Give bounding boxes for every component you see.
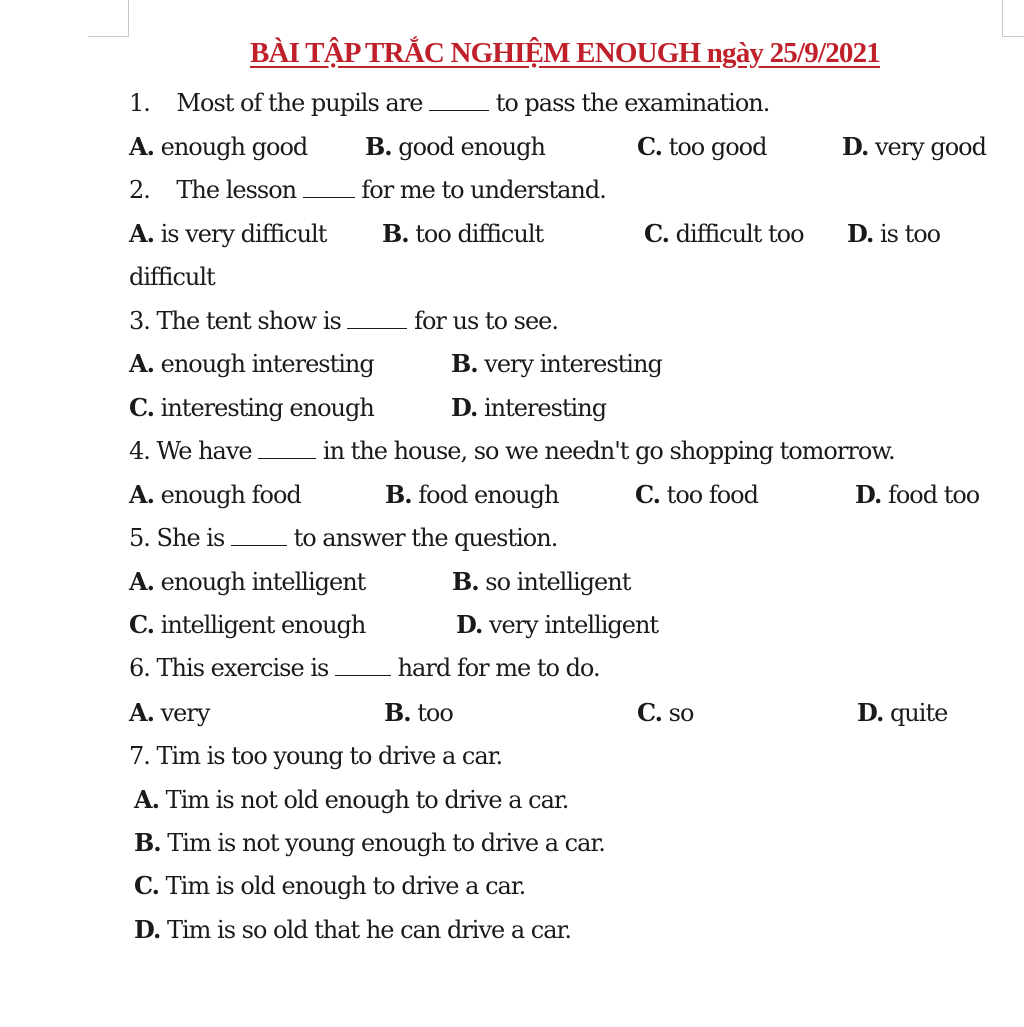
option-4d[interactable]: D. food too <box>855 480 980 509</box>
question-text: for me to understand. <box>361 176 606 204</box>
question-text: to answer the question. <box>293 524 558 552</box>
question-6 <box>129 654 600 682</box>
question-text: Tim is too young to drive a car. <box>156 742 503 770</box>
option-2c[interactable]: C. difficult too <box>644 219 804 248</box>
question-text: to pass the examination. <box>495 89 770 117</box>
option-4b[interactable]: B. food enough <box>385 480 559 509</box>
option-1c[interactable]: C. too good <box>637 132 767 161</box>
answer-blank[interactable] <box>335 655 391 676</box>
worksheet-title: BÀI TẬP TRẮC NGHIỆM ENOUGH ngày 25/9/2021 <box>250 37 880 69</box>
question-text: hard for me to do. <box>397 654 600 682</box>
question-text: for us to see. <box>414 307 559 335</box>
question-text: The lesson <box>176 176 297 204</box>
option-3d[interactable]: D. interesting <box>451 393 607 422</box>
option-1b[interactable]: B. good enough <box>365 132 545 161</box>
question-text: Most of the pupils are <box>176 89 423 117</box>
option-1a[interactable]: A. enough good <box>129 132 308 161</box>
option-5a[interactable]: A. enough intelligent <box>129 567 366 596</box>
question-text: She is <box>156 524 225 552</box>
option-2d-continuation: difficult <box>129 263 215 291</box>
question-1 <box>129 89 769 117</box>
option-2d[interactable]: D. is too <box>847 219 941 248</box>
question-number: 5. <box>129 524 150 552</box>
option-7d[interactable]: D. Tim is so old that he can drive a car. <box>134 915 572 944</box>
answer-blank[interactable] <box>258 438 316 459</box>
question-number: 7. <box>129 742 150 770</box>
question-number: 1. <box>129 89 150 117</box>
question-3 <box>129 307 558 335</box>
option-6d[interactable]: D. quite <box>857 698 948 727</box>
question-text: We have <box>156 437 252 465</box>
question-7 <box>129 742 502 770</box>
option-6a[interactable]: A. very <box>129 698 210 727</box>
option-5c[interactable]: C. intelligent enough <box>129 610 366 639</box>
option-7a[interactable]: A. Tim is not old enough to drive a car. <box>134 785 569 814</box>
question-number: 3. <box>129 307 150 335</box>
option-3b[interactable]: B. very interesting <box>451 349 662 378</box>
option-5b[interactable]: B. so intelligent <box>452 567 631 596</box>
option-3c[interactable]: C. interesting enough <box>129 393 374 422</box>
option-2b[interactable]: B. too difficult <box>382 219 544 248</box>
question-5 <box>129 524 557 552</box>
option-6b[interactable]: B. too <box>384 698 453 727</box>
question-2 <box>129 176 606 204</box>
question-text: This exercise is <box>156 654 329 682</box>
option-5d[interactable]: D. very intelligent <box>456 610 659 639</box>
question-text: in the house, so we needn't go shopping tomorrow. <box>322 437 895 465</box>
page-corner-mark-right <box>1002 0 1024 37</box>
question-number: 6. <box>129 654 150 682</box>
option-7c[interactable]: C. Tim is old enough to drive a car. <box>134 871 526 900</box>
option-4a[interactable]: A. enough food <box>129 480 301 509</box>
question-4 <box>129 437 895 465</box>
answer-blank[interactable] <box>347 308 407 329</box>
option-1d[interactable]: D. very good <box>842 132 986 161</box>
question-text: The tent show is <box>156 307 341 335</box>
option-2a[interactable]: A. is very difficult <box>129 219 327 248</box>
option-6c[interactable]: C. so <box>637 698 694 727</box>
question-number: 2. <box>129 176 150 204</box>
option-7b[interactable]: B. Tim is not young enough to drive a car. <box>134 828 605 857</box>
page-corner-mark-left <box>88 0 129 37</box>
question-number: 4. <box>129 437 150 465</box>
option-3a[interactable]: A. enough interesting <box>129 349 374 378</box>
answer-blank[interactable] <box>303 177 355 198</box>
answer-blank[interactable] <box>231 525 287 546</box>
answer-blank[interactable] <box>429 90 489 111</box>
option-4c[interactable]: C. too food <box>635 480 758 509</box>
